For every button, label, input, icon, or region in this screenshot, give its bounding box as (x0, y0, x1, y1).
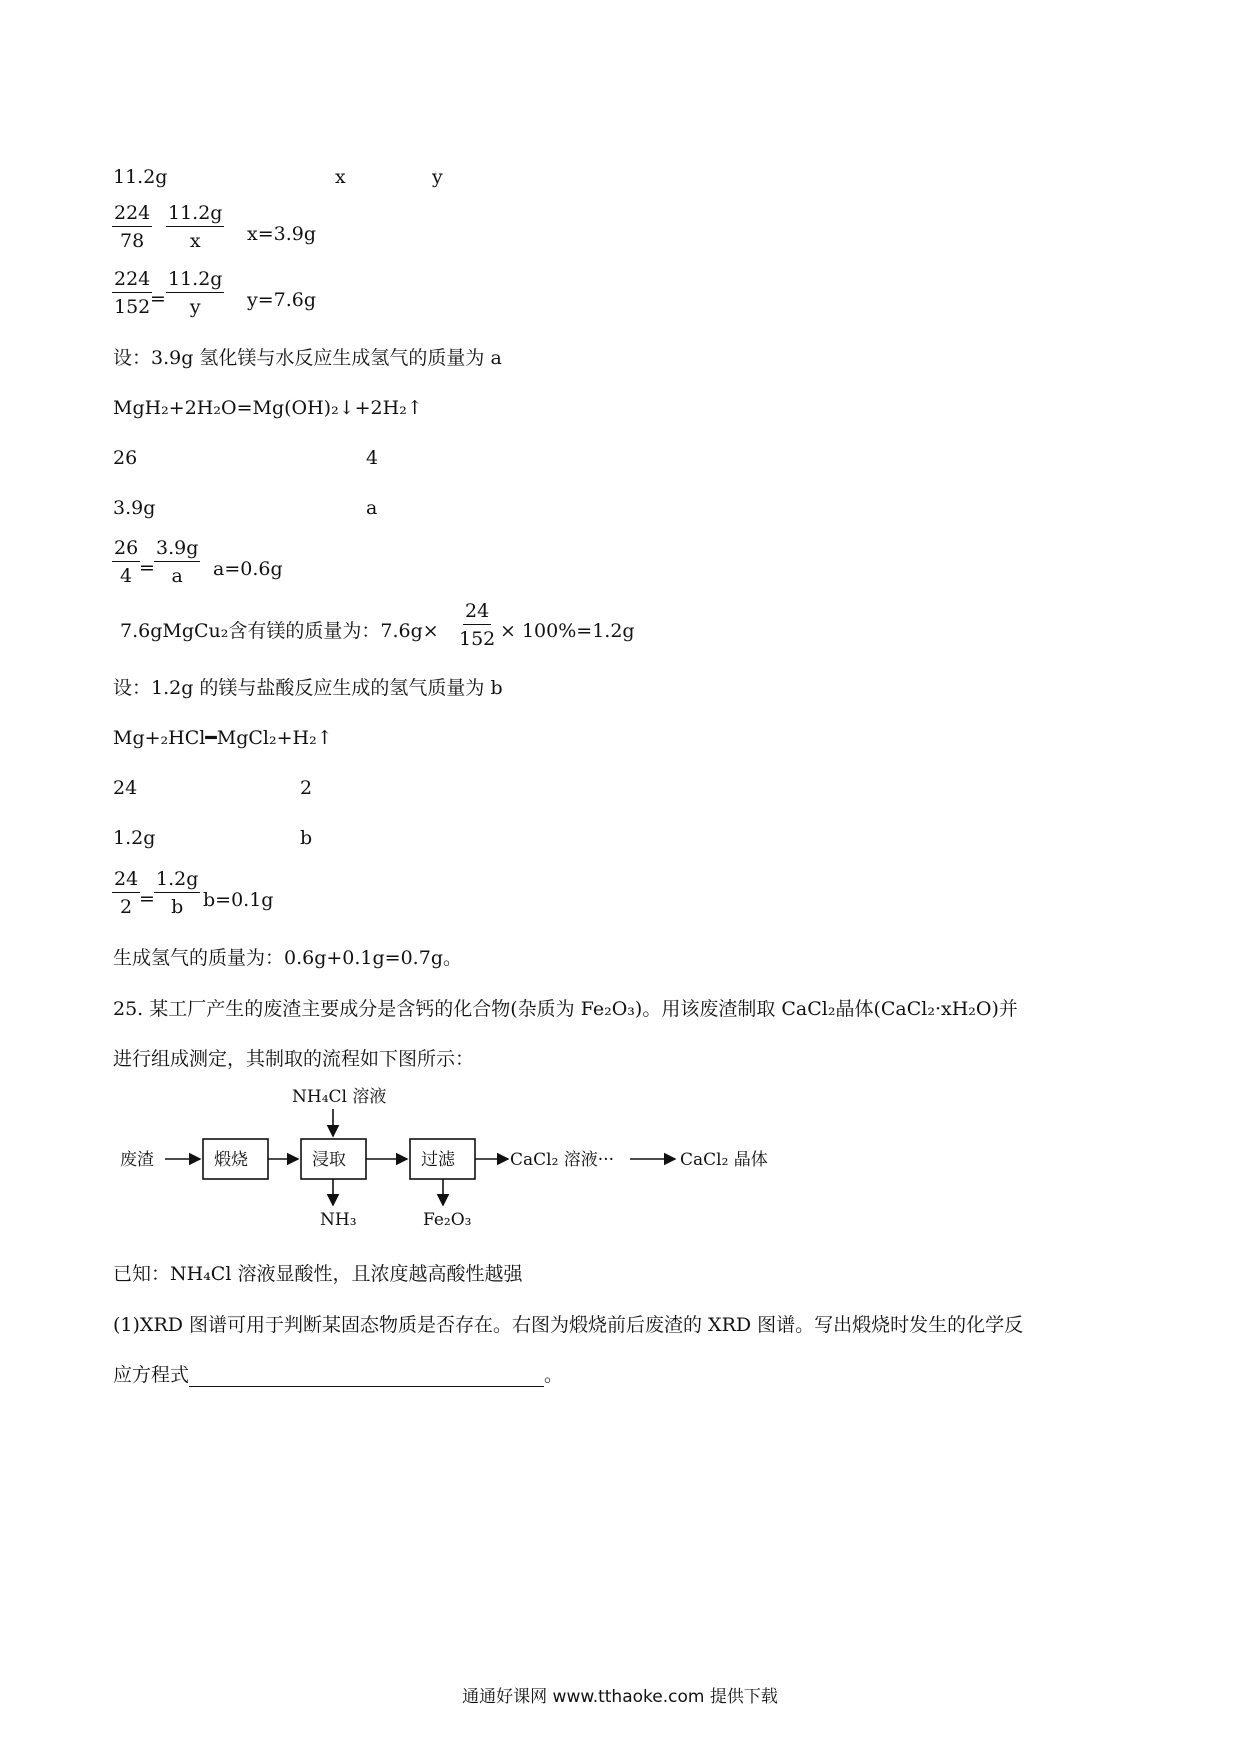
setup-line: 设：1.2g 的镁与盐酸反应生成的氢气质量为 b (113, 677, 503, 699)
ratio-right: 2 (300, 777, 313, 799)
flow-output-solution: CaCl₂ 溶液··· (510, 1150, 615, 1170)
mass-label: 11.2g (113, 166, 168, 188)
result-x: x=3.9g (247, 223, 317, 245)
mg-mass-suffix: × 100%=1.2g (500, 620, 635, 642)
fraction: $\frac{11.2g}{y}$ (168, 268, 223, 318)
var-y: y (432, 166, 443, 188)
box-calcine-label: 煅烧 (214, 1150, 248, 1170)
mass-right: b (300, 827, 313, 849)
fraction: $\frac{1.2g}{b}$ (156, 868, 199, 918)
equals-sign: = (139, 888, 155, 910)
reaction-equation: Mg+₂HCl━MgCl₂+H₂↑ (113, 727, 333, 749)
mg-mass-prefix: 7.6gMgCu₂含有镁的质量为：7.6g× (120, 620, 439, 642)
flow-input: 废渣 (120, 1150, 154, 1170)
known-line: 已知：NH₄Cl 溶液显酸性，且浓度越高酸性越强 (113, 1263, 523, 1285)
fraction: $\frac{3.9g}{a}$ (156, 537, 199, 587)
ratio-right: 4 (366, 447, 379, 469)
fraction: $\frac{24}{152}$ (459, 600, 496, 650)
reaction-equation: MgH₂+2H₂O=Mg(OH)₂↓+2H₂↑ (113, 397, 423, 419)
equals-sign: = (150, 288, 166, 310)
question-1-line2 (113, 1363, 563, 1387)
result-a: a=0.6g (213, 558, 283, 580)
question-25-line2: 进行组成测定，其制取的流程如下图所示： (113, 1048, 475, 1070)
fraction: $\frac{224}{152}$ (114, 268, 151, 318)
var-x: x (335, 166, 346, 188)
fraction: $\frac{224}{78}$ (114, 202, 151, 252)
byproduct-fe2o3: Fe₂O₃ (423, 1210, 472, 1230)
fraction: $\frac{26}{4}$ (114, 537, 139, 587)
mass-left: 1.2g (113, 827, 156, 849)
question-25-line1: 25. 某工厂产生的废渣主要成分是含钙的化合物(杂质为 Fe₂O₃)。用该废渣制取 CaCl₂晶体(CaCl₂·xH₂O)并 (113, 998, 1018, 1020)
ratio-left: 24 (113, 777, 138, 799)
total-line: 生成氢气的质量为：0.6g+0.1g=0.7g。 (113, 947, 462, 969)
result-y: y=7.6g (247, 289, 317, 311)
mass-left: 3.9g (113, 497, 156, 519)
reagent-label: NH₄Cl 溶液 (292, 1087, 387, 1107)
flow-output-crystal: CaCl₂ 晶体 (680, 1150, 768, 1170)
footer-credit: 通通好课网 www.tthaoke.com 提供下载 (462, 1687, 778, 1707)
result-b: b=0.1g (203, 889, 274, 911)
question-1-line1: (1)XRD 图谱可用于判断某固态物质是否存在。右图为煅烧前后废渣的 XRD 图谱。写出煅烧时发生的化学反 (113, 1314, 1024, 1336)
answer-blank[interactable] (189, 1366, 544, 1387)
box-leach-label: 浸取 (312, 1150, 346, 1170)
setup-line: 设：3.9g 氢化镁与水反应生成氢气的质量为 a (113, 347, 502, 369)
process-flow-diagram (110, 1075, 810, 1235)
equals-sign: = (139, 557, 155, 579)
fraction: $\frac{11.2g}{x}$ (168, 202, 223, 252)
ratio-left: 26 (113, 447, 138, 469)
fraction: $\frac{24}{2}$ (114, 868, 139, 918)
question-1-suffix: 。 (544, 1364, 564, 1386)
byproduct-nh3: NH₃ (320, 1210, 357, 1230)
question-1-prefix: 应方程式 (113, 1364, 190, 1386)
mass-right: a (366, 497, 378, 519)
box-filter-label: 过滤 (421, 1150, 455, 1170)
